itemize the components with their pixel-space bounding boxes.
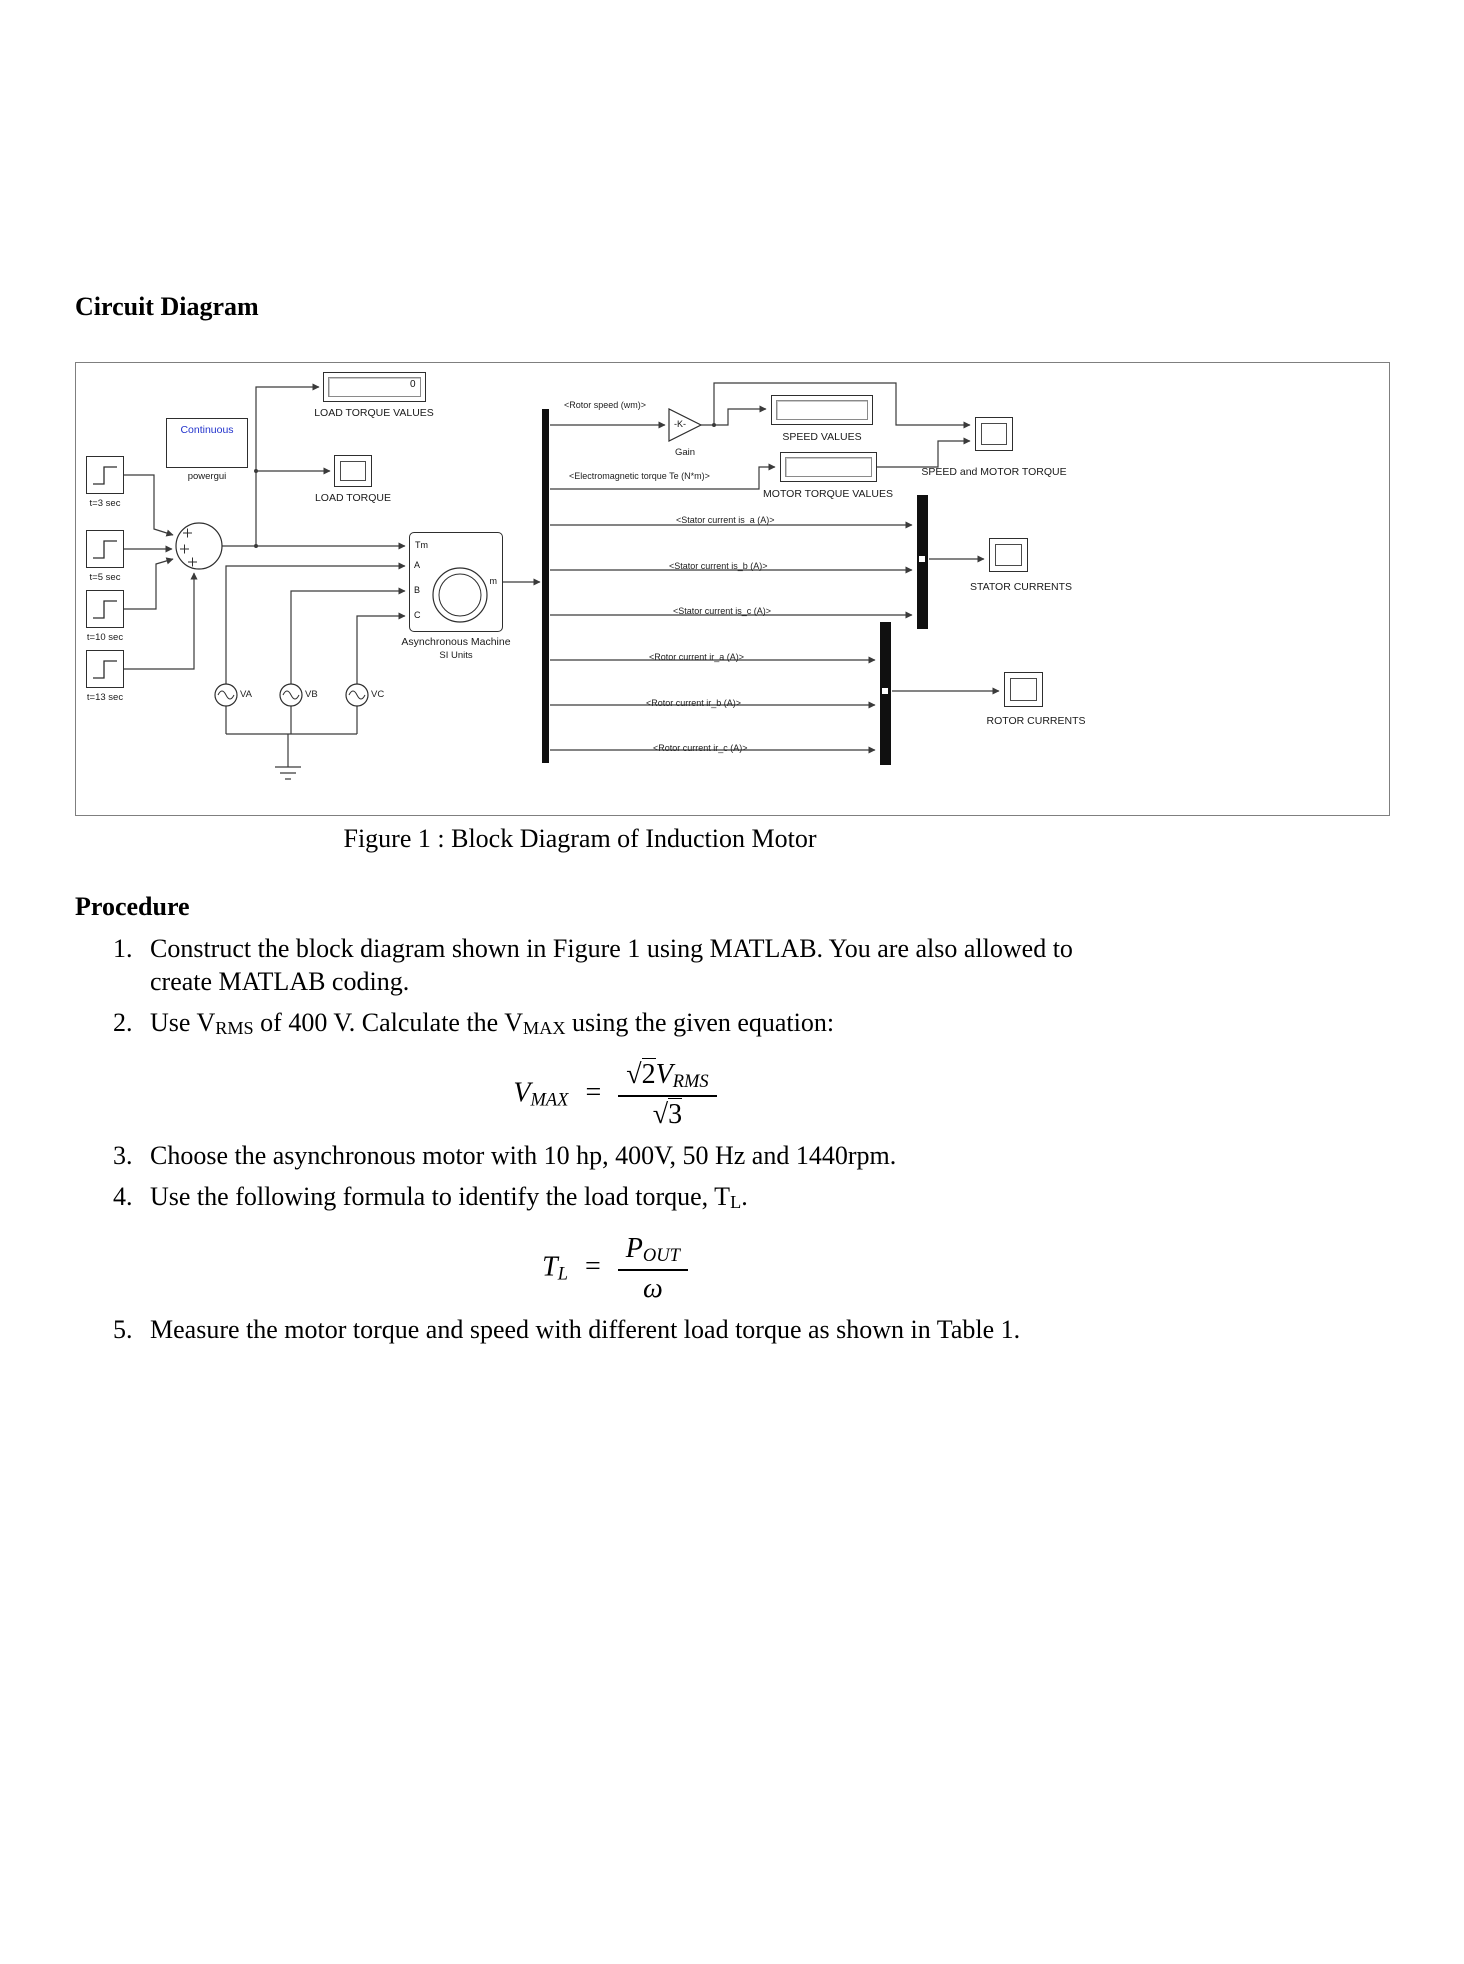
fraction	[618, 1059, 716, 1131]
speed-motor-torque-scope	[975, 417, 1013, 451]
step-block-1	[86, 456, 124, 494]
item-part: using the given equation:	[565, 1008, 835, 1037]
subscript-l: L	[730, 1192, 742, 1212]
step-icon	[87, 591, 123, 627]
eq-var: V	[655, 1059, 673, 1090]
step-icon	[87, 457, 123, 493]
procedure-section	[75, 892, 1320, 1346]
signal-em-torque: <Electromagnetic torque Te (N*m)>	[569, 471, 710, 481]
step1-label: t=3 sec	[89, 498, 121, 509]
procedure-item-1	[75, 932, 1320, 998]
machine-name: Asynchronous Machine	[401, 636, 511, 648]
procedure-item-4	[75, 1180, 1320, 1219]
speed-values-label: SPEED VALUES	[782, 431, 862, 443]
signal-stator-c: <Stator current is_c (A)>	[673, 606, 772, 616]
eq-var: P	[625, 1233, 643, 1264]
eq-var-sub: OUT	[642, 1245, 680, 1265]
item-text	[150, 1180, 1320, 1219]
item-part: .	[741, 1182, 748, 1211]
machine-units: SI Units	[439, 650, 473, 661]
section-title-circuit-diagram: Circuit Diagram	[75, 292, 259, 321]
item-number: 3.	[113, 1141, 133, 1170]
scope-screen	[981, 423, 1007, 445]
gain-label: Gain	[674, 447, 696, 458]
port-a: A	[414, 560, 421, 570]
step4-label: t=13 sec	[86, 692, 124, 703]
gain-value: -K-	[674, 419, 686, 429]
eq-lhs: T	[542, 1251, 558, 1283]
eq-var-sub: RMS	[672, 1071, 709, 1091]
signal-rotor-b: <Rotor current ir_b (A)>	[646, 698, 742, 708]
procedure-item-2	[75, 1006, 1320, 1045]
signal-stator-a: <Stator current is_a (A)>	[676, 515, 775, 525]
radicand: 2	[641, 1059, 656, 1090]
port-m: m	[489, 576, 497, 586]
signal-rotor-a: <Rotor current ir_a (A)>	[649, 652, 745, 662]
scope-screen	[1010, 678, 1037, 701]
eq-lhs-sub: MAX	[530, 1089, 569, 1110]
item-line-2: create MATLAB coding.	[150, 967, 410, 996]
sqrt-sign: √	[652, 1099, 669, 1130]
step-icon	[87, 531, 123, 567]
port-b: B	[414, 585, 421, 595]
item-part: Use V	[150, 1008, 216, 1037]
procedure-item-3	[75, 1139, 1320, 1172]
signal-rotor-c: <Rotor current ir_c (A)>	[653, 743, 748, 753]
item-number: 1.	[113, 934, 133, 963]
display-screen	[776, 400, 868, 420]
load-torque-scope	[334, 455, 372, 487]
vb-label: VB	[305, 689, 318, 700]
equation-vmax	[75, 1059, 1155, 1131]
figure-block-diagram	[75, 362, 1390, 816]
motor-torque-values-label: MOTOR TORQUE VALUES	[763, 488, 893, 500]
fraction-numerator	[618, 1233, 688, 1271]
item-number: 4.	[113, 1182, 133, 1211]
item-line-1: Construct the block diagram shown in Figure 1 using MATLAB. You are also allowed to	[150, 934, 1073, 963]
equals-sign: =	[585, 1077, 602, 1109]
equation-load-torque	[75, 1233, 1155, 1305]
item-text: Measure the motor torque and speed with different load torque as shown in Table 1.	[150, 1315, 1021, 1344]
speed-motor-torque-label: SPEED and MOTOR TORQUE	[921, 466, 1067, 478]
eq-lhs: V	[513, 1077, 531, 1109]
sum-block	[176, 523, 222, 569]
asynchronous-machine-block	[409, 532, 503, 632]
procedure-item-5	[75, 1313, 1320, 1346]
figure-caption: Figure 1 : Block Diagram of Induction Motor	[343, 824, 817, 853]
ground-icon	[275, 767, 301, 779]
eq-lhs-sub: L	[557, 1263, 568, 1284]
port-tm: Tm	[415, 540, 428, 550]
item-text	[150, 932, 1320, 998]
step3-label: t=10 sec	[86, 632, 124, 643]
procedure-heading: Procedure	[75, 892, 190, 921]
item-number: 2.	[113, 1008, 133, 1037]
signal-rotor-speed: <Rotor speed (wm)>	[564, 400, 647, 410]
equals-sign: =	[585, 1251, 601, 1283]
vc-label: VC	[371, 689, 385, 700]
step-block-4	[86, 650, 124, 688]
step2-label: t=5 sec	[89, 572, 121, 583]
fraction	[618, 1233, 688, 1305]
display-screen	[328, 377, 421, 397]
subscript-max: MAX	[523, 1018, 566, 1038]
stator-currents-label: STATOR CURRENTS	[969, 581, 1073, 593]
item-part: of 400 V. Calculate the V	[253, 1008, 524, 1037]
wires	[124, 383, 999, 779]
diagram-canvas	[76, 363, 1389, 815]
item-number: 5.	[113, 1315, 133, 1344]
fraction-numerator	[618, 1059, 716, 1097]
item-part: Use the following formula to identify the load torque, T	[150, 1182, 731, 1211]
signal-stator-b: <Stator current is_b (A)>	[669, 561, 768, 571]
fraction-denominator	[618, 1097, 716, 1131]
powergui-mode: Continuous	[180, 424, 234, 436]
va-label: VA	[240, 689, 252, 700]
item-text: Choose the asynchronous motor with 10 hp, 400V, 50 Hz and 1440rpm.	[150, 1141, 897, 1170]
radicand: 3	[668, 1099, 683, 1130]
powergui-label: powergui	[187, 471, 227, 482]
load-torque-scope-label: LOAD TORQUE	[314, 492, 392, 504]
subscript-rms: RMS	[215, 1018, 254, 1038]
rotor-currents-scope	[1004, 672, 1043, 707]
bus-selector-bar	[542, 409, 549, 763]
display-screen	[785, 457, 872, 477]
stator-currents-scope	[989, 538, 1028, 572]
step-block-3	[86, 590, 124, 628]
motor-torque-values-display	[780, 452, 877, 482]
port-c: C	[414, 610, 421, 620]
load-torque-values-label: LOAD TORQUE VALUES	[314, 407, 434, 419]
scope-screen	[995, 544, 1022, 566]
rotor-currents-label: ROTOR CURRENTS	[986, 715, 1086, 727]
step-block-2	[86, 530, 124, 568]
load-torque-values-value: 0	[410, 379, 416, 390]
scope-screen	[340, 461, 366, 481]
item-text	[150, 1006, 1320, 1045]
sqrt-sign: √	[626, 1059, 642, 1090]
speed-values-display	[771, 395, 873, 425]
step-icon	[87, 651, 123, 687]
fraction-denominator: ω	[642, 1273, 663, 1304]
